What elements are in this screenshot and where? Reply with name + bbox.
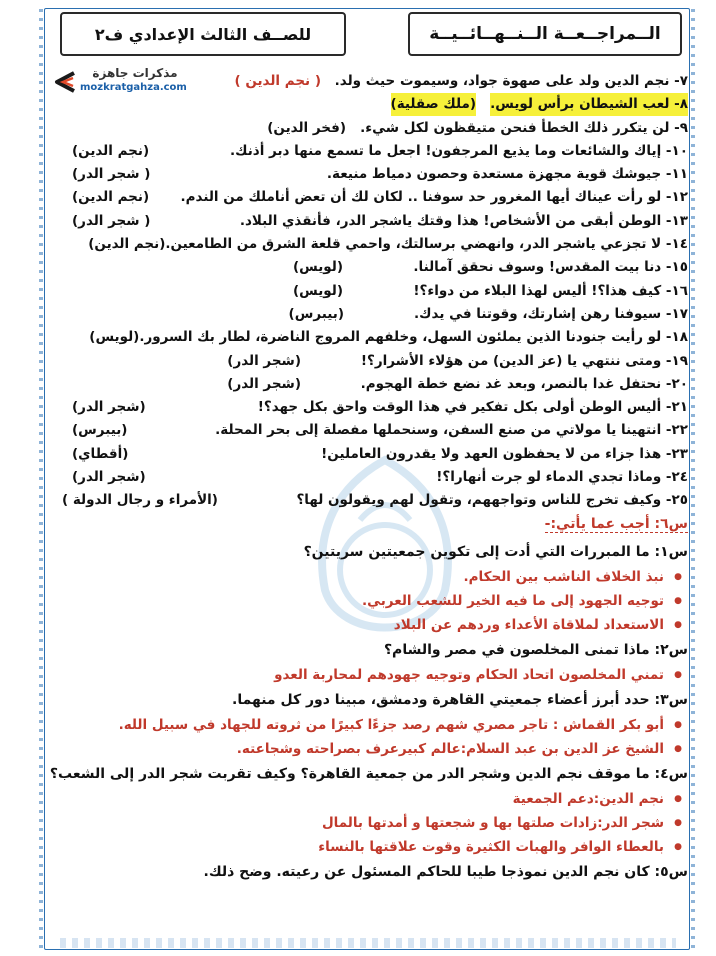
speaker-answer: (بيبرس) [288, 305, 344, 322]
question: س٢: ماذا تمنى المخلصون في مصر والشام؟ [383, 641, 688, 658]
quote-row [62, 93, 688, 116]
quote-row [62, 466, 688, 489]
quote-text: ٢٠- نحتفل غدا بالنصر، وبعد غد نضع خطة الهجوم. [360, 375, 688, 392]
quote-row [62, 419, 688, 442]
answer-bullet: ● نبذ الخلاف الناشب بين الحكام. [62, 565, 688, 589]
answer-bullet: ● تمني المخلصون اتحاد الحكام وتوجيه جهودهم لمحاربة العدو [62, 663, 688, 687]
quote-row [62, 117, 688, 140]
quote-text: ١٣- الوطن أبقى من الأشخاص! هذا وقتك ياشجر الدر، فأنقذي البلاد. [239, 212, 688, 229]
quote-text: ٢١- أليس الوطن أولى بكل تفكير في هذا الوقت واحق بكل جهد؟! [257, 399, 688, 416]
quote-row [62, 303, 688, 326]
quote-row [62, 256, 688, 279]
answer-bullet: ● بالعطاء الوافر والهبات الكثيرة وقوت علاقتها بالنساء [62, 835, 688, 859]
quote-text: ١٧- سيوفنا رهن إشارتك، وقوتنا في يدك. [414, 305, 688, 322]
quote-row [62, 70, 688, 93]
quote-text: ١٨- لو رأيت جنودنا الذين يملئون السهل، وخلفهم المروج الناضرة، لطار بك السرور.(لويس) [89, 329, 688, 346]
quote-text: ٧- نجم الدين ولد على صهوة جواد، وسيموت حيث ولد. [334, 73, 688, 89]
section-header [62, 513, 688, 539]
quote-row [62, 280, 688, 303]
question: س١: ما المبررات التي أدت إلى تكوين جمعيتين سريتين؟ [303, 543, 688, 560]
footer-dots [60, 938, 676, 948]
speaker-answer: ( نجم الدين ) [234, 73, 321, 89]
quote-text: ١٢- لو رأت عيناك أيها المغرور حد سوفنا .. لكان لك أن تعض أناملك من الندم. [180, 189, 688, 206]
quote-text: ٢٥- وكيف تخرج للناس وتواجههم، وتقول لهم ويقولون لها؟ [296, 492, 688, 509]
question: س٣: حدد أبرز أعضاء جمعيتي القاهرة ودمشق، مبينا دور كل منهما. [232, 691, 688, 708]
border-dots-left [39, 9, 43, 949]
quote-text: ٨- لعب الشيطان برأس لويس. [490, 93, 688, 116]
quote-row [62, 163, 688, 186]
speaker-answer: (ملك صقلية) [391, 93, 476, 116]
speaker-answer: (شجر الدر) [227, 352, 301, 369]
review-title-box [408, 12, 682, 56]
worksheet-content [49, 70, 688, 885]
grade-title: للصــف الثالث الإعدادي ف٢ [94, 24, 312, 44]
answer-bullet: ● الشيخ عز الدين بن عبد السلام:عالم كبيرعرف بصراحته وشجاعته. [62, 737, 688, 761]
logo-arabic-text: مذكرات جاهزة [92, 66, 178, 80]
question: س٥: كان نجم الدين نموذجا طيبا للحاكم المسئول عن رعيته. وضح ذلك. [203, 863, 688, 880]
speaker-answer: (فخر الدين) [267, 119, 346, 136]
speaker-answer: (بيبرس) [72, 422, 128, 439]
question: س٤: ما موقف نجم الدين وشجر الدر من جمعية القاهرة؟ وكيف تقربت شجر الدر إلى الشعب؟ [49, 765, 688, 782]
quote-text: ٢٤- وماذا تجدي الدماء لو جرت أنهارا؟! [436, 469, 688, 486]
quote-row [62, 210, 688, 233]
quote-text: ٢٢- انتهينا يا مولاتي من صنع السفن، وسنحملها مفصلة إلى بحر المحلة. [215, 422, 688, 439]
border-dots-right [691, 9, 695, 949]
answer-bullet: ● الاستعداد لملاقاة الأعداء وردهم عن البلاد [62, 613, 688, 637]
quote-row [62, 326, 688, 349]
quote-text: ١٤- لا تجزعي ياشجر الدر، وانهضي برسالتك، واحمي قلعة الشرق من الطامعين.(نجم الدين) [88, 236, 688, 253]
quote-row [62, 489, 688, 512]
speaker-answer: (أقطاي) [72, 445, 129, 462]
speaker-answer: (شجر الدر) [72, 469, 146, 486]
logo-url: mozkratgahza.com [80, 82, 187, 93]
quote-text: ١٥- دنا بيت المقدس! وسوف نحقق آمالنا. [413, 259, 688, 276]
speaker-answer: (شجر الدر) [72, 399, 146, 416]
speaker-answer: (شجر الدر) [227, 375, 301, 392]
question-list [49, 539, 688, 885]
answer-bullet: ● توجيه الجهود إلى ما فيه الخير للشعب العربي. [62, 589, 688, 613]
quote-row [62, 396, 688, 419]
speaker-answer: ( شجر الدر) [72, 166, 151, 183]
quote-list [62, 70, 688, 513]
quote-row [62, 140, 688, 163]
quote-row [62, 186, 688, 209]
speaker-answer: (لويس) [292, 259, 343, 276]
speaker-answer: (الأمراء و رجال الدولة ) [62, 492, 218, 509]
speaker-answer: (نجم الدين) [72, 142, 150, 159]
speaker-answer: ( شجر الدر) [72, 212, 151, 229]
quote-text: ٩- لن يتكرر ذلك الخطأ فنحن متيقظون لكل شيء. [360, 119, 688, 136]
review-title: الــمراجــعــة الــنــهــائــيــة [429, 24, 661, 44]
quote-row [62, 443, 688, 466]
quote-text: ١٠- إياك والشائعات وما يذيع المرجفون! اجعل ما تسمع منها دبر أذنك. [230, 142, 688, 159]
quote-text: ١٩- ومتى ننتهي يا (عز الدين) من هؤلاء الأشرار؟! [360, 352, 688, 369]
quote-text: ٢٣- هذا جزاء من لا يحفظون العهد ولا يقدرون العاملين! [321, 445, 688, 462]
speaker-answer: (نجم الدين) [72, 189, 150, 206]
quote-row [62, 350, 688, 373]
quote-text: ١٦- كيف هذا؟! أليس لهذا البلاء من دواء؟! [413, 282, 688, 299]
answer-bullet: ● نجم الدين:دعم الجمعية [62, 787, 688, 811]
section-title: س٦: أجب عما يأتي:- [544, 515, 688, 532]
quote-text: ١١- جيوشك قوية مجهزة مستعدة وحصون دمياط منيعة. [326, 166, 688, 183]
quote-row [62, 373, 688, 396]
answer-bullet: ● أبو بكر القماش : تاجر مصري شهم رصد جزءًا كبيرًا من ثروته للجهاد في سبيل الله. [62, 713, 688, 737]
speaker-answer: (لويس) [292, 282, 343, 299]
answer-bullet: ● شجر الدر:زادات صلتها بها و شجعتها و أمدتها بالمال [62, 811, 688, 835]
grade-title-box [60, 12, 346, 56]
quote-row [62, 233, 688, 256]
